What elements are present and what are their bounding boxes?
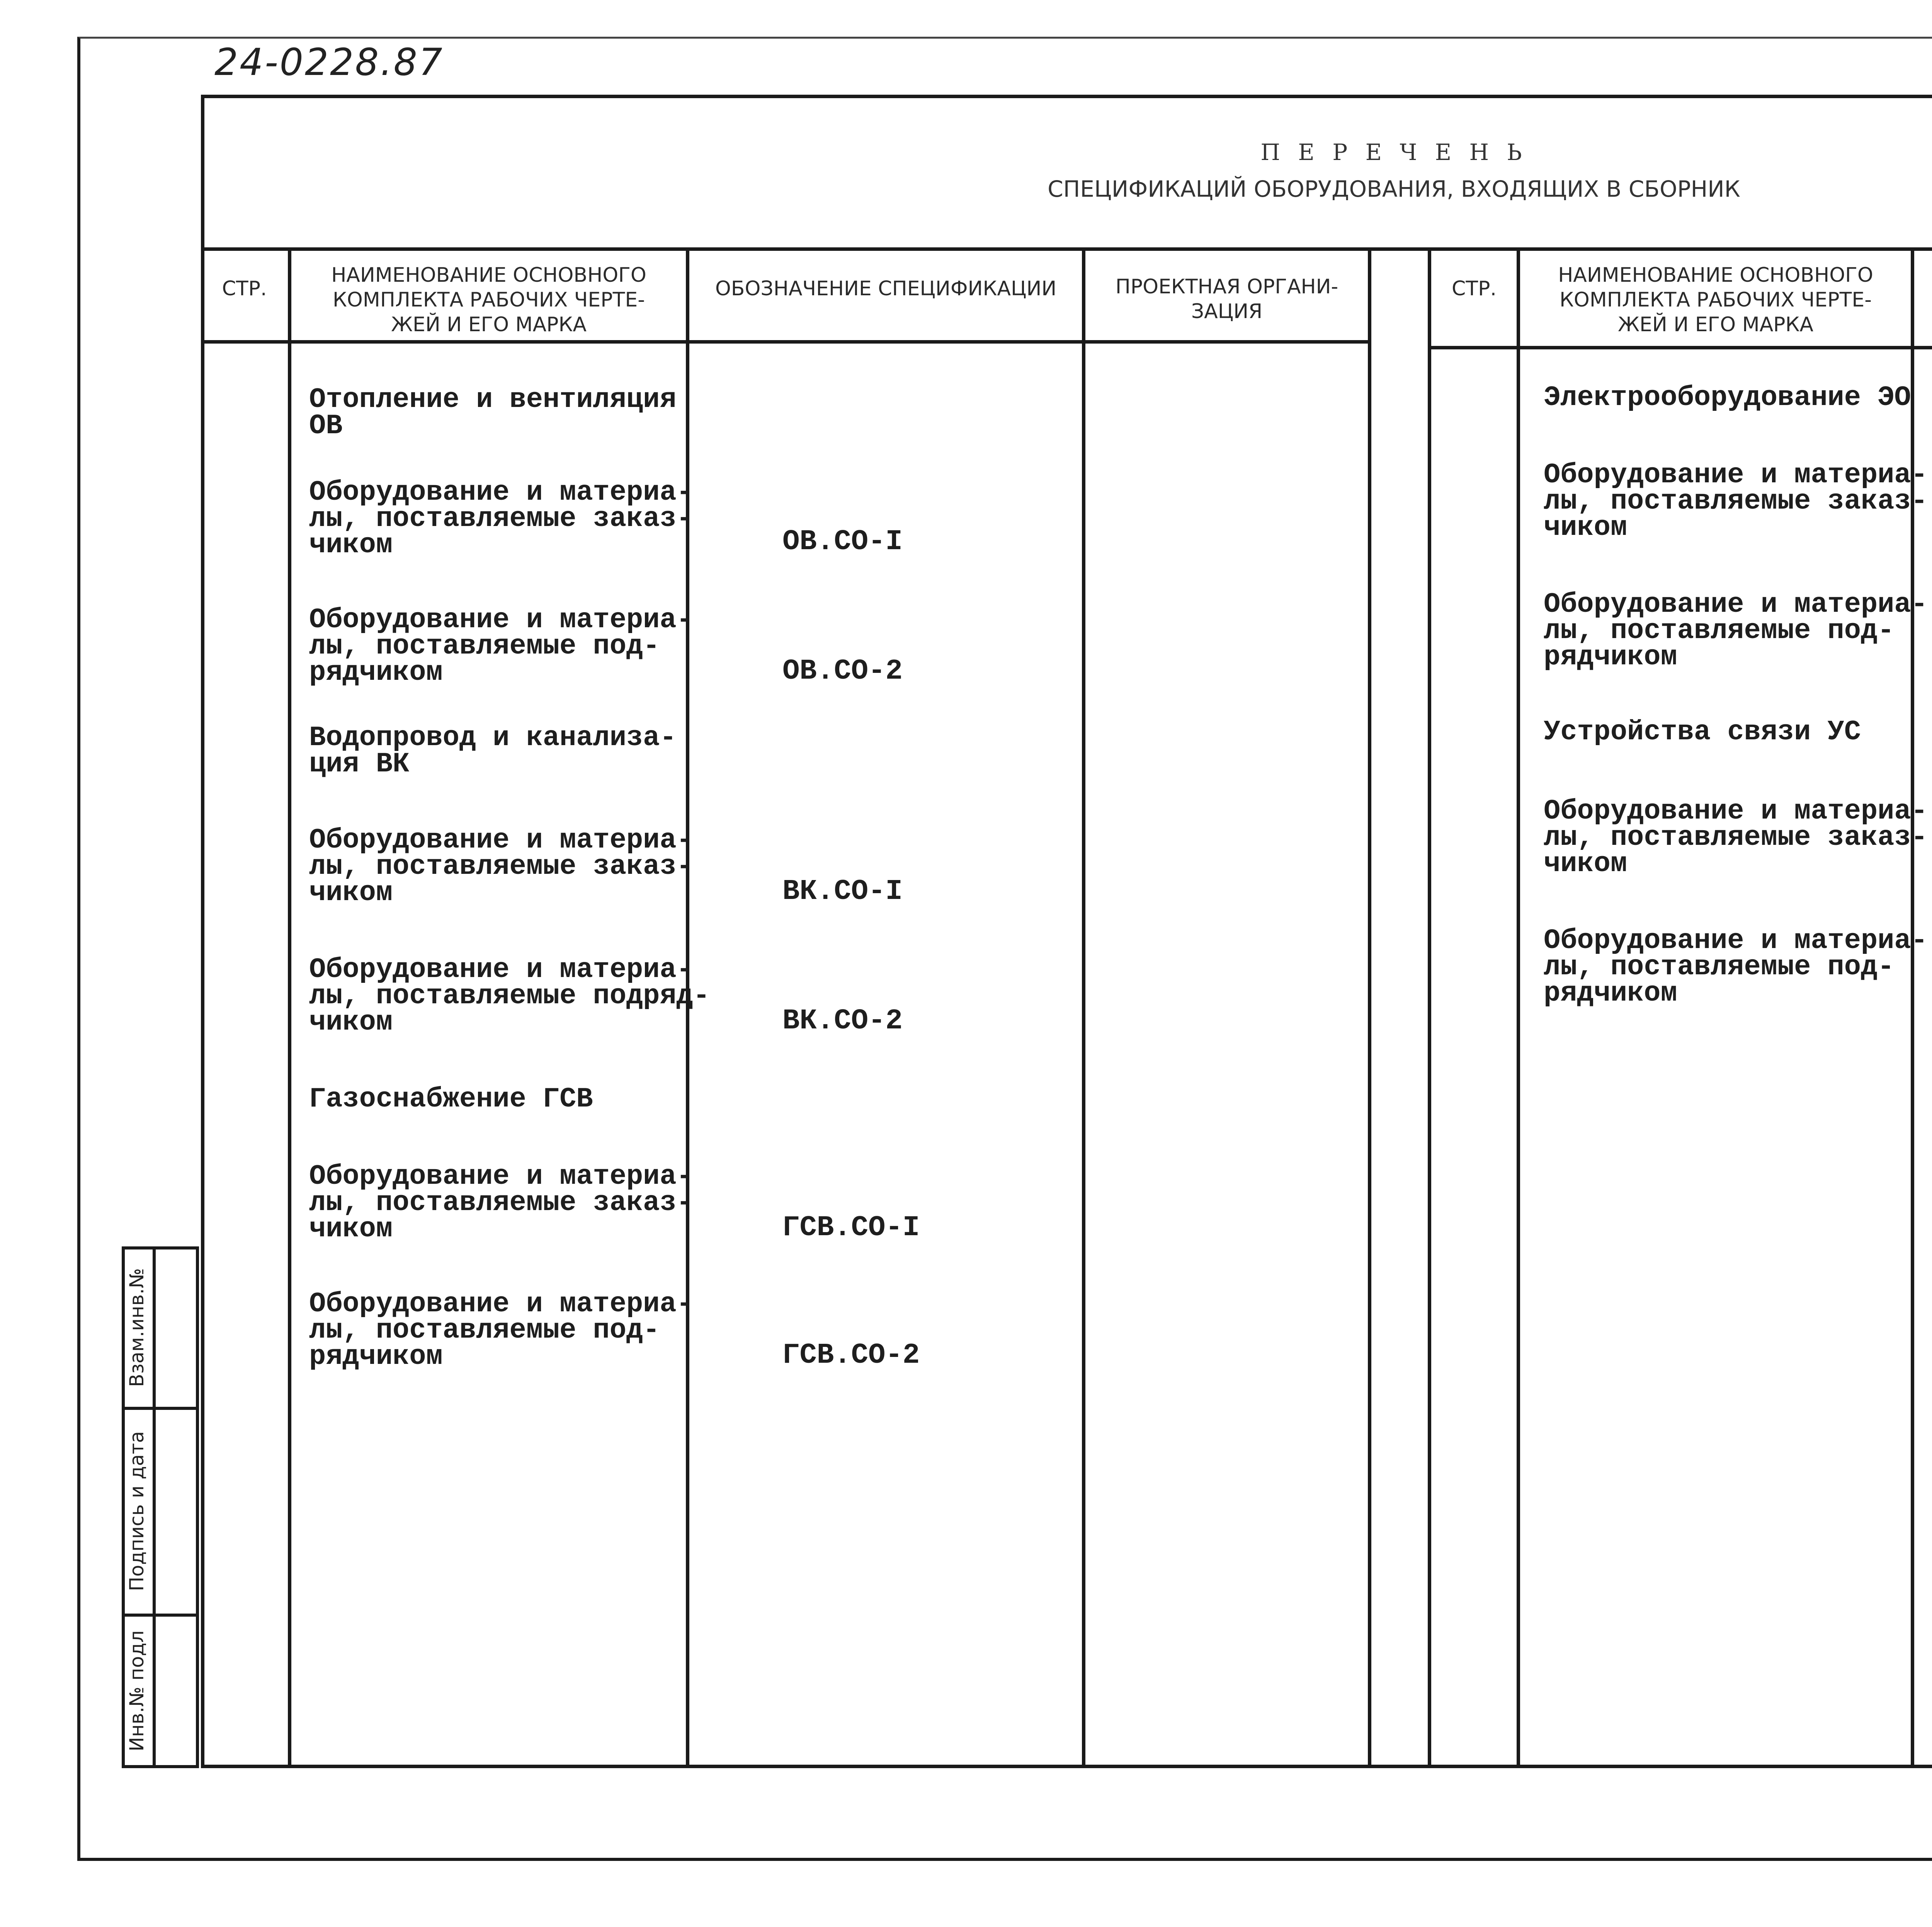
left-row-name: Водопровод и канализа- ция ВК	[309, 722, 677, 780]
left-row-code: ОВ.СО-I	[782, 526, 903, 558]
left-header-spec: ОБОЗНАЧЕНИЕ СПЕЦИФИКАЦИИ	[715, 277, 1057, 300]
right-header-spec	[1915, 282, 1932, 307]
left-header-page: СТР.	[222, 277, 267, 300]
title-divider	[201, 247, 1932, 251]
right-header-page: СТР.	[1452, 277, 1497, 300]
side-stamp-row-1	[122, 1407, 199, 1410]
left-row-name: Оборудование и материа- лы, поставляемые под- рядчиком	[309, 1288, 693, 1372]
left-row-name: Оборудование и материа- лы, поставляемые заказ- чиком	[309, 477, 693, 561]
left-row-name: Отопление и вентиляция ОВ	[309, 384, 677, 442]
side-stamp-sign-date: Подпись и дата	[126, 1431, 148, 1592]
left-table-col-1	[288, 247, 291, 1768]
right-table-left-edge	[1428, 247, 1431, 1768]
doc-number: 24-0228.87	[214, 41, 444, 84]
right-row-name: Оборудование и материа- лы, поставляемые заказ- чиком	[1544, 459, 1928, 543]
left-row-name: Оборудование и материа- лы, поставляемые заказ- чиком	[309, 824, 693, 909]
header-bottom-right	[1428, 346, 1932, 349]
left-header-org: ПРОЕКТНАЯ ОРГАНИ- ЗАЦИЯ	[1115, 275, 1338, 323]
left-row-name: Газоснабжение ГСВ	[309, 1083, 593, 1115]
document-title: П Е Р Е Ч Е Н Ь	[1260, 139, 1527, 165]
left-row-code: ВК.СО-I	[782, 875, 903, 908]
left-row-name: Оборудование и материа- лы, поставляемые под- рядчиком	[309, 604, 693, 688]
right-table-col-1	[1517, 247, 1520, 1768]
left-row-name: Оборудование и материа- лы, поставляемые заказ- чиком	[309, 1161, 693, 1245]
left-row-name: Оборудование и материа- лы, поставляемые подряд- чиком	[309, 954, 710, 1038]
document-subtitle: СПЕЦИФИКАЦИЙ ОБОРУДОВАНИЯ, ВХОДЯЩИХ В СБОРНИК	[1048, 176, 1740, 202]
right-header-name: НАИМЕНОВАНИЕ ОСНОВНОГО КОМПЛЕКТА РАБОЧИХ ЧЕРТЕ- ЖЕЙ И ЕГО МАРКА	[1558, 264, 1873, 336]
left-table-col-3	[1082, 247, 1085, 1768]
header-bottom-left	[201, 340, 1370, 344]
side-stamp-divider	[153, 1246, 156, 1768]
right-row-name: Оборудование и материа- лы, поставляемые под- рядчиком	[1544, 589, 1928, 673]
right-row-name: Оборудование и материа- лы, поставляемые заказ- чиком	[1544, 795, 1928, 880]
left-header-name: НАИМЕНОВАНИЕ ОСНОВНОГО КОМПЛЕКТА РАБОЧИХ ЧЕРТЕ- ЖЕЙ И ЕГО МАРКА	[331, 264, 646, 336]
side-stamp-inv-orig: Инв.№ подл	[126, 1630, 148, 1752]
right-row-name: Оборудование и материа- лы, поставляемые под- рядчиком	[1544, 925, 1928, 1009]
right-row-name: Устройства связи УС	[1544, 716, 1861, 748]
right-row-name: Электрооборудование ЭО	[1544, 382, 1911, 414]
left-row-code: ВК.СО-2	[782, 1005, 903, 1037]
left-row-code: ОВ.СО-2	[782, 655, 903, 688]
left-row-code: ГСВ.СО-I	[782, 1212, 920, 1244]
side-stamp-replace-inv: Взам.инв.№	[126, 1268, 148, 1387]
left-table-right-edge	[1368, 247, 1371, 1768]
left-row-code: ГСВ.СО-2	[782, 1339, 920, 1372]
